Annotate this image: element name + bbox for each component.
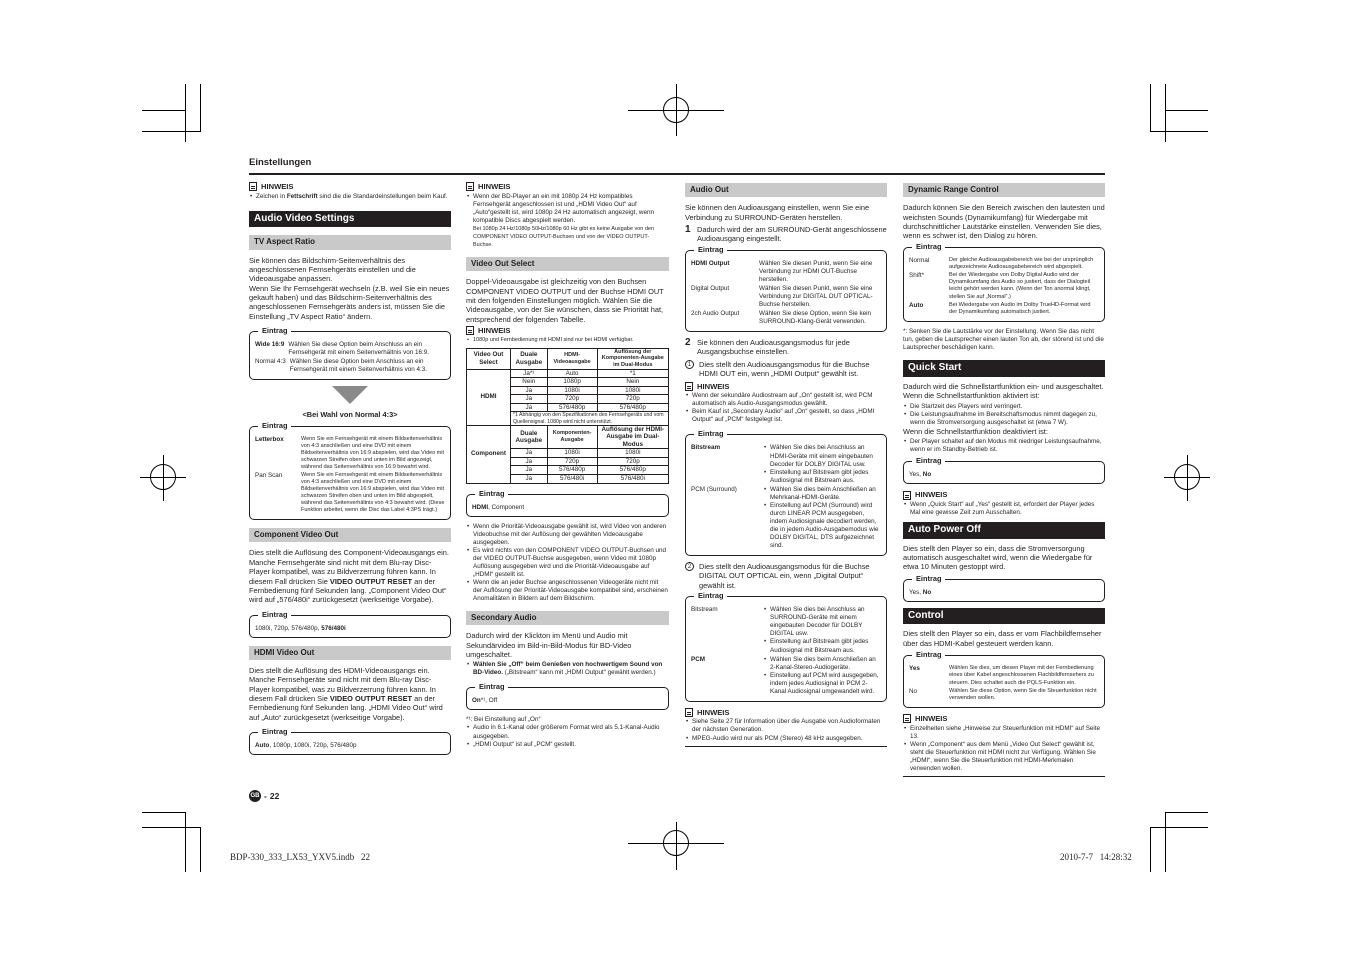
entry-box	[249, 420, 451, 520]
table-header-row: Video Out Select Duale Ausgabe HDMI-Videoausgabe Auflösung der Komponenten-Ausgabe im Dual-Modus	[467, 348, 669, 369]
crop-mark	[1150, 84, 1151, 132]
column-2	[466, 180, 669, 749]
entry-label: Eintrag	[475, 489, 508, 498]
paragraph: Dadurch wird die Schnellstartfunktion ein- und ausgeschaltet. Wenn die Schnellstartfunktion aktiviert ist:	[903, 381, 1104, 401]
crop-mark	[1165, 84, 1166, 142]
note-heading: HINWEIS	[903, 714, 1105, 724]
subsection-secondary-audio: Secondary Audio	[466, 611, 669, 625]
list-item: • Wenn der sekundäre Audiostream auf „On“ gestellt ist, wird PCM automatisch als Audio-Ausgangsmodus gewählt.	[685, 392, 887, 408]
paragraph: Dies stellt die Auflösung des HDMI-Videoausgangs ein. Manche Fernsehgeräte sind nicht mit dem Blu-ray Disc-Player kompatibel, was zu Bildverzerrung führen kann. In diesem Fall drücken Sie VIDEO OUTPUT RESET an der Fernbedienung fünf Sekunden lang. „HDMI Video Out“ wird auf „Auto“ zurückgesetzt (werkseitige Vorgabe).	[249, 665, 443, 722]
list-item: • Einstellung auf PCM wird ausgegeben, indem jedes Audiosignal in PCM 2-Kanal Audiosignal umgewandelt wird.	[763, 672, 881, 696]
entry-row: Pan Scan Wenn Sie ein Fernsehgerät mit einem Bildseitenverhältnis von 4:3 anschließen und eine DVD mit einem Bildseitenverhältnis von 16:9 abspielen, wird das Video mit schwarzen Streifen oben und unten im Bild abgespielt, während das Seitenverhältnis von 4:3 bewahrt wird. (Diese Funktion arbeitet, wenn die Disc das Label 4:3PS trägt.)	[255, 472, 445, 514]
substep-2: 2 Dies stellt den Audioausgangsmodus für die Buchse DIGITAL OUT OPTICAL ein, wenn „Digital Output“ gewählt ist.	[685, 562, 887, 590]
paragraph: Dies stellt den Player so ein, dass er vom Flachbildfernseher über das HDMI-Kabel gesteuert werden kann.	[903, 629, 1102, 648]
page-header: Einstellungen	[249, 157, 312, 168]
table-row: Ja 576/480p 576/480p	[467, 466, 669, 475]
list-item: • Wählen Sie dies bei Anschluss an HDMI-Geräte mit einem eingebauten Decoder für DOLBY DIGITAL usw.	[763, 444, 881, 468]
entry-row: Auto Bei Wiedergabe von Audio im Dolby TrueHD-Format wird der Dynamikumfang automatisch justiert.	[909, 301, 1091, 315]
column-3	[685, 180, 887, 747]
list-item: • Wenn die Priorität-Videoausgabe gewählt ist, wird Video von anderen Videobuchse mit der Auflösung der gewählten Videoausgabe ausgegeben.	[466, 523, 669, 547]
entry-box	[903, 241, 1105, 322]
note-heading: HINWEIS	[685, 382, 887, 392]
entry-label: Eintrag	[694, 245, 727, 254]
subsection-video-out-select: Video Out Select	[466, 257, 669, 271]
entry-row: Letterbox Wenn Sie ein Fernsehgerät mit einem Bildseitenverhältnis von 4:3 anschließen und eine DVD mit einem Bildseitenverhältnis von 16:9 abspielen, wird das Video mit schwarzen Streifen oben und unten im Bild angezeigt, während das Seitenverhältnis von 16:9 bewahrt wird.	[255, 435, 444, 470]
crop-mark	[1150, 131, 1208, 132]
entry-box: Eintrag Yes, No	[903, 579, 1105, 602]
note-list	[903, 403, 1105, 427]
entry-row: Bitstream • Wählen Sie dies bei Anschluss an SURROUND-Geräte mit einem eingebauten Decoder für DOLBY DIGITAL usw. • Einstellung auf Bitstream gibt jedes Audiosignal mit Bitstream aus.	[691, 606, 881, 654]
subsection-audio-out: Audio Out	[685, 183, 887, 197]
crop-mark	[1165, 110, 1208, 111]
crop-mark	[142, 812, 185, 813]
gb-language-icon: GB	[249, 790, 261, 802]
table-row: Ja 1080i 1080i	[467, 386, 669, 395]
down-arrow-icon	[332, 386, 368, 404]
paragraph: Dies stellt die Auflösung des Component-Videoausgangs ein. Manche Fernsehgeräte sind nicht mit dem Blu-ray Disc-Player kompatibel, was zu Bildverzerrung führen kann. In diesem Fall drücken Sie VIDEO OUTPUT RESET an der Fernbedienung fünf Sekunden lang. „Component Video Out“ wird auf „576/480i“ zurückgesetzt (werkseitige Vorgabe).	[249, 548, 449, 605]
entry-row: PCM • Wählen Sie dies beim Anschließen an 2-Kanal-Stereo-Audiogeräte. • Einstellung auf PCM wird ausgegeben, indem jedes Audiosignal in PCM 2-Kanal Audiosignal umgewandelt wird.	[691, 656, 881, 696]
paragraph: Dadurch können Sie den Bereich zwischen den lautesten und weichsten Sounds (Dynamikumfang) für Wiedergabe mit durchschnittlicher Lautstärke einstellen. Verwenden Sie dies, wenn es schwer ist, den Dialog zu hören.	[903, 203, 1105, 241]
section-title-audio-video-settings: Audio Video Settings	[249, 211, 451, 228]
list-item: • Wählen Sie dies beim Anschließen an Mehrkanal-HDMI-Geräte.	[763, 486, 881, 502]
footer-timestamp: 2010-7-7 14:28:32	[1060, 852, 1132, 862]
entry-label: Eintrag	[258, 326, 291, 335]
list-item: • Einzelheiten siehe „Hinweise zur Steuerfunktion mit HDMI“ auf Seite 13.	[903, 725, 1105, 741]
table-row: Nein 1080p Nein	[467, 378, 669, 387]
note-list	[466, 523, 669, 603]
note-icon	[466, 326, 474, 335]
subsection-dynamic-range-control: Dynamic Range Control	[903, 183, 1105, 197]
crop-mark	[185, 812, 186, 872]
note-list	[903, 501, 1105, 517]
video-out-table	[466, 348, 669, 484]
entry-row: Yes Wählen Sie dies, um diesen Player mit der Fernbedienung eines über Kabel angeschlossenen Flachbildfernsehers zu steuern. Dies schaltet auch die PQLS-Funktion ein.	[909, 665, 1094, 686]
entry-row: Normal 4:3 Wählen Sie diese Option beim Anschluss an ein Fernsehgerät mit einem Seitenverhältnis von 4:3.	[255, 358, 428, 374]
page-number: GB - 22	[250, 790, 280, 801]
crop-mark	[1165, 812, 1208, 813]
list-item: • 1080p und Fernbedienung mit HDMI sind nur bei HDMI verfügbar.	[466, 337, 669, 344]
footnote: *¹: Bei Einstellung auf „On“	[466, 716, 541, 724]
entry-box: Eintrag HDMI, Component	[466, 494, 669, 517]
list-item: • Wenn der BD-Player an ein mit 1080p 24 Hz kompatibles Fernsehgerät angeschlossen ist und „HDMI Video Out“ auf „Auto“gestellt ist, wird 1080p 24 Hz automatisch angezeigt, wenn kompatible Discs abgespielt werden. Bei 1080p 24 Hz/1080p 50Hz/1080p 60 Hz gibt es keine Ausgabe von den COMPONENT VIDEO OUTPUT-Buchsen und von der VIDEO OUTPUT-Buchse.	[466, 193, 669, 249]
subsection-hdmi-video-out: HDMI Video Out	[249, 646, 451, 660]
registration-mark	[150, 464, 176, 490]
entry-label: Eintrag	[694, 591, 727, 600]
entry-label: Eintrag	[258, 610, 291, 619]
list-item: • Wählen Sie dies beim Anschließen an 2-Kanal-Stereo-Audiogeräte.	[763, 656, 881, 672]
list-item: • Die Leistungsaufnahme im Bereitschaftsmodus nimmt dagegen zu, wenn die Stromversorgung ausgeschaltet ist (etwa 7 W).	[903, 411, 1105, 427]
table-row: Ja 720p 720p	[467, 395, 669, 404]
entry-box	[685, 591, 887, 702]
table-header-row: Component Duale Ausgabe Komponenten-Ausgabe Auflösung der HDMI-Ausgabe im Dual-Modus	[467, 425, 669, 449]
list-item: • Die Startzeit des Players wird verringert.	[903, 403, 1105, 411]
list-item: • Einstellung auf Bitstream gibt jedes Audiosignal mit Bitstream aus.	[763, 469, 881, 485]
entry-box	[685, 244, 887, 332]
registration-mark	[663, 830, 689, 856]
paragraph: Dadurch wird der Klickton im Menü und Audio mit Sekundärvideo im Bild-in-Bild-Modus für BD-Video umgeschaltet.	[466, 631, 632, 659]
paragraph: Sie können den Audioausgang einstellen, wenn Sie eine Verbindung zu SURROUND-Geräten herstellen.	[685, 203, 870, 222]
crop-mark	[142, 110, 185, 111]
crop-mark	[142, 131, 200, 132]
note-list	[685, 392, 887, 424]
entry-box: Eintrag Yes, No	[903, 461, 1105, 484]
paragraph: Doppel-Videoausgabe ist gleichzeitig von den Buchsen COMPONENT VIDEO OUTPUT und der Buchse HDMI OUT mit den folgenden Einstellungen möglich. Wählen Sie die Videoausgabe, von der Sie wünschen, dass sie Priorität hat, entsprechend der folgenden Tabelle.	[466, 277, 664, 324]
list-item: • Wenn „Component“ aus dem Menü „Video Out Select“ gewählt ist, steht die Steuerfunktion mit HDMI nicht zur Verfügung. Wählen Sie „HDMI“, wenn Sie die Steuerfunktion mit HDMI-Merkmalen verwenden wollen.	[903, 741, 1105, 773]
entry-box: Eintrag Auto, 1080p, 1080i, 720p, 576/480p	[249, 732, 451, 755]
note-heading: HINWEIS	[466, 326, 669, 336]
list-item: • Beim Kauf ist „Secondary Audio“ auf „On“ gestellt, so dass „HDMI Output“ auf „PCM“ festgelegt ist.	[685, 408, 887, 424]
list-item: • Einstellung auf Bitstream gibt jedes Audiosignal mit Bitstream aus.	[763, 638, 881, 654]
entry-row: Shift* Bei der Wiedergabe von Dolby Digital Audio wird der Dynamikumfang des Audio so justiert, dass der Dialogteil leicht gehört werden kann. (Wenn der Ton anormal klingt, stellen Sie auf „Normal“.)	[909, 272, 1091, 300]
crop-mark	[1165, 812, 1166, 872]
crop-mark	[185, 84, 186, 142]
step-2: 2 Sie können den Audioausgangsmodus für jede Ausgangsbuchse einstellen.	[685, 337, 850, 357]
entry-label: Eintrag	[912, 242, 945, 251]
note-list	[249, 193, 451, 201]
header-rule	[249, 173, 1105, 175]
note-icon	[685, 382, 693, 391]
note-icon	[685, 708, 693, 717]
entry-label: Eintrag	[912, 574, 945, 583]
note-list	[903, 725, 1105, 777]
entry-label: Eintrag	[258, 727, 291, 736]
note-list	[466, 337, 669, 344]
note-list	[903, 438, 1105, 454]
registration-mark	[663, 97, 689, 123]
list-item: • Zeichen in Fettschrift sind die die Standardeinstellungen beim Kauf.	[249, 193, 451, 201]
paragraph: Sie können das Bildschirm-Seitenverhältnis des angeschlossenen Fernsehgeräts einstellen und die Videoausgabe anpassen. Wenn Sie Ihr Fernsehgerät wechseln (z.B. weil Sie ein neues gekauft haben) und das Bildschirm-Seitenverhältnis des angeschlossenen Fernsehgeräts anders ist, müssen Sie die Einstellung „TV Aspect Ratio“ ändern.	[249, 255, 450, 321]
step-1: 1 Dadurch wird der am SURROUND-Gerät angeschlossene Audioausgang eingestellt.	[685, 223, 887, 244]
list-item: • Wenn „Quick Start“ auf „Yes“ gestellt ist, erfordert der Player jedes Mal eine gewisse Zeit zum Ausschalten.	[903, 501, 1105, 517]
entry-label: Eintrag	[912, 456, 945, 465]
entry-row: No Wählen Sie diese Option, wenn Sie die Steuerfunktion nicht verwenden wollen.	[909, 687, 1097, 701]
entry-label: Eintrag	[258, 421, 291, 430]
crop-mark	[1150, 827, 1151, 872]
footnote: *: Senken Sie die Lautstärke vor der Einstellung. Wenn Sie das nicht tun, geben die Lautsprecher einen lauten Ton ab, der störend ist und die Lautsprecher beschädigen kann.	[903, 327, 1104, 352]
entry-row: PCM (Surround) • Wählen Sie dies beim Anschließen an Mehrkanal-HDMI-Geräte. • Einstellung auf PCM (Surround) wird durch LINEAR PCM ausgegeben, indem Audiosignale decodiert werden, die in jedem Audio-Ausgabemodus wie DOLBY DIGITAL, DTS aufgezeichnet sind.	[691, 486, 881, 550]
entry-row: Digital Output Wählen Sie diesen Punkt, wenn Sie eine Verbindung zur DIGITAL OUT OPTICAL-Buchse herstellen.	[691, 284, 873, 308]
list-item: • Wenn die an jeder Buchse angeschlossenen Videogeräte nicht mit der Auflösung der Priorität-Videoausgabe kompatibel sind, erscheinen Anomalitäten in Bildern auf dem Bildschirm.	[466, 579, 669, 603]
list-item: • MPEG-Audio wird nur als PCM (Stereo) 48 kHz ausgegeben.	[685, 735, 887, 743]
crop-mark	[1150, 827, 1208, 828]
note-icon	[249, 182, 257, 191]
list-item: • Wählen Sie „Off“ beim Genießen von hochwertigem Sound von BD-Video. („Bitstream“ kann mit „HDMI Output“ gewählt werden.)	[466, 661, 669, 677]
column-1	[249, 180, 451, 761]
paragraph: Wenn die Schnellstartfunktion deaktiviert ist:	[903, 426, 1048, 436]
section-title-auto-power-off: Auto Power Off	[903, 522, 1105, 539]
section-title-quick-start: Quick Start	[903, 360, 1105, 377]
entry-box: Eintrag 1080i, 720p, 576/480p, 576/480i	[249, 615, 451, 638]
entry-row: 2ch Audio Output Wählen Sie diese Option, wenn Sie kein SURROUND-Klang-Gerät verwenden.	[691, 310, 872, 326]
list-item: • Wählen Sie dies bei Anschluss an SURROUND-Geräte mit einem eingebauten Decoder für DOLBY DIGITAL usw.	[763, 606, 881, 638]
entry-box	[685, 429, 887, 556]
note-heading: HINWEIS	[466, 182, 669, 192]
section-title-control: Control	[903, 608, 1105, 625]
note-icon	[903, 714, 911, 723]
note-heading: HINWEIS	[685, 708, 887, 718]
subsection-component-video-out: Component Video Out	[249, 528, 451, 542]
entry-box: Eintrag On*¹, Off	[466, 687, 669, 710]
caption: <Bei Wahl von Normal 4:3>	[302, 410, 398, 420]
substep-1: 1 Dies stellt den Audioausgangsmodus für die Buchse HDMI OUT ein, wenn „HDMI Output“ gewählt ist.	[685, 360, 887, 379]
subsection-tv-aspect-ratio: TV Aspect Ratio	[249, 235, 451, 249]
table-row: HDMI Ja*¹ Auto *1	[467, 369, 669, 378]
note-heading: HINWEIS	[249, 182, 451, 192]
column-4	[903, 180, 1105, 777]
entry-row: Normal Der gleiche Audioausgabebereich wie bei der ursprünglich aufgezeichnete Audioausgabebereich wird abgespielt.	[909, 256, 1094, 270]
entry-label: Eintrag	[475, 682, 508, 691]
list-item: • „HDMI Output“ ist auf „PCM“ gestellt.	[466, 741, 669, 749]
list-item: • Einstellung auf PCM (Surround) wird durch LINEAR PCM ausgegeben, indem Audiosignale decodiert werden, die in jedem Audio-Ausgabemodus wie DOLBY DIGITAL, DTS aufgezeichnet sind.	[763, 502, 881, 550]
entry-row: Bitstream • Wählen Sie dies bei Anschluss an HDMI-Geräte mit einem eingebauten Decoder für DOLBY DIGITAL usw. • Einstellung auf Bitstream gibt jedes Audiosignal mit Bitstream aus.	[691, 444, 881, 484]
note-list	[466, 193, 669, 249]
list-item: • Es wird nichts von den COMPONENT VIDEO OUTPUT-Buchsen und der VIDEO OUTPUT-Buchse ausgegeben, wenn Video mit 1080p Auflösung ausgegeben wird und die Priorität-Videoausgabe auf „HDMI“ gestellt ist.	[466, 547, 669, 579]
table-footnote-row: *1 Abhängig von den Spezifikationen des Fernsehgeräts und vom Quellensignal. 1080p wird nicht unterstützt.	[467, 412, 669, 425]
paragraph: Dies stellt den Player so ein, dass die Stromversorgung automatisch ausgeschaltet wird, wenn die Wiedergabe für etwa 10 Minuten gestoppt wird.	[903, 543, 1093, 572]
list-item: • Der Player schaltet auf den Modus mit niedriger Leistungsaufnahme, wenn er im Standby-Betrieb ist.	[903, 438, 1105, 454]
table-row: Ja 576/480p 576/480p	[467, 403, 669, 412]
entry-label: Eintrag	[694, 429, 727, 438]
crop-mark	[200, 827, 201, 872]
footer-file-info: BDP-330_333_LX53_YXV5.indb 22	[230, 852, 371, 862]
list-item: • Siehe Seite 27 für Information über die Ausgabe von Audioformaten der nächsten Generation.	[685, 718, 887, 734]
note-icon	[466, 182, 474, 191]
note-list	[466, 724, 669, 748]
table-row: Ja 720p 720p	[467, 457, 669, 466]
crop-mark	[200, 84, 201, 132]
registration-mark	[1174, 464, 1200, 490]
note-icon	[903, 491, 911, 500]
entry-row: Wide 16:9 Wählen Sie diese Option beim Anschluss an ein Fernsehgerät mit einem Seitenverhältnis von 16:9.	[255, 341, 430, 357]
entry-label: Eintrag	[912, 650, 945, 659]
entry-box	[249, 326, 451, 380]
table-row: Ja 576/480i 576/480i	[467, 475, 669, 484]
note-list	[466, 661, 669, 677]
table-row: Ja 1080i 1080i	[467, 449, 669, 458]
note-heading: HINWEIS	[903, 490, 1105, 500]
crop-mark	[142, 827, 200, 828]
list-item: • Audio in 6.1-Kanal oder größerem Format wird als 5.1-Kanal-Audio ausgegeben.	[466, 724, 669, 740]
note-list	[685, 718, 887, 746]
entry-box	[903, 650, 1105, 708]
entry-row: HDMI Output Wählen Sie diesen Punkt, wenn Sie eine Verbindung zur HDMI OUT-Buchse herstellen.	[691, 259, 873, 283]
